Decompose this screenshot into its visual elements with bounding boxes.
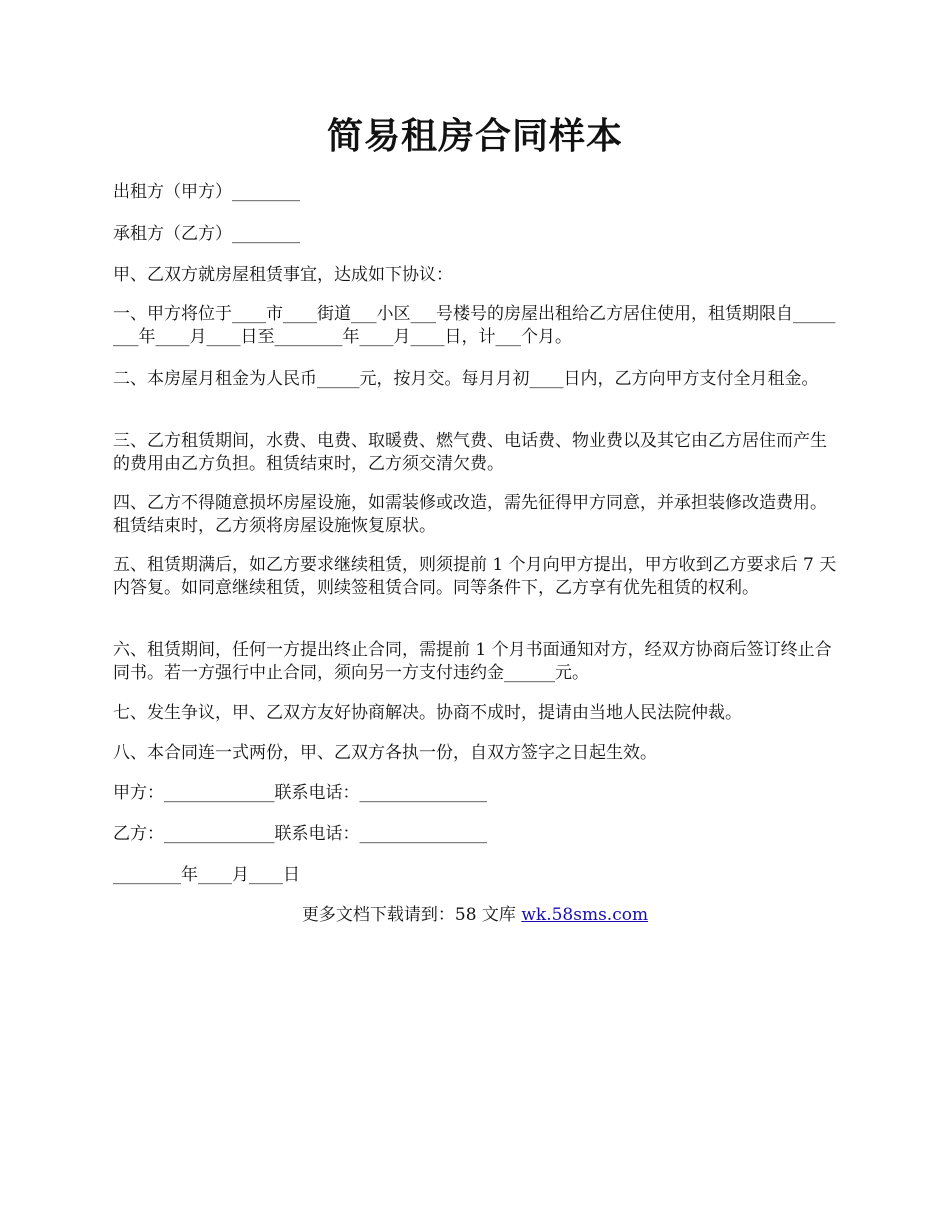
clause-4: 四、乙方不得随意损坏房屋设施，如需装修或改造，需先征得甲方同意，并承担装修改造费用。租赁结束时，乙方须将房屋设施恢复原状。 xyxy=(113,493,827,536)
footer xyxy=(0,904,950,927)
intro-line: 甲、乙双方就房屋租赁事宜，达成如下协议： xyxy=(113,265,453,285)
party-b-signature-line: 乙方：_____________联系电话：_______________ xyxy=(113,824,487,844)
footer-text: 更多文档下载请到：58 文库 xyxy=(301,905,522,925)
clause-7: 七、发生争议，甲、乙双方友好协商解决。协商不成时，提请由当地人民法院仲裁。 xyxy=(113,703,742,723)
clause-1: 一、甲方将位于____市____街道___小区___号楼号的房屋出租给乙方居住使用，租赁期限自________年____月____日至________年____月____日，计___个月。 xyxy=(113,304,836,347)
lessee-line: 承租方（乙方）________ xyxy=(113,224,300,244)
clause-6: 六、租赁期间，任何一方提出终止合同，需提前 1 个月书面通知对方，经双方协商后签订终止合同书。若一方强行中止合同，须向另一方支付违约金______元。 xyxy=(113,640,832,683)
document-title: 简易租房合同样本 xyxy=(326,115,623,157)
clause-8: 八、本合同连一式两份，甲、乙双方各执一份，自双方签字之日起生效。 xyxy=(113,743,657,763)
date-line: ________年____月____日 xyxy=(113,865,300,885)
party-a-signature-line: 甲方：_____________联系电话：_______________ xyxy=(113,783,487,803)
clause-2: 二、本房屋月租金为人民币_____元，按月交。每月月初____日内，乙方向甲方支付全月租金。 xyxy=(113,369,819,389)
clause-3: 三、乙方租赁期间，水费、电费、取暖费、燃气费、电话费、物业费以及其它由乙方居住而产生的费用由乙方负担。租赁结束时，乙方须交清欠费。 xyxy=(113,431,827,474)
clause-5: 五、租赁期满后，如乙方要求继续租赁，则须提前 1 个月向甲方提出，甲方收到乙方要求后 7 天内答复。如同意继续租赁，则续签租赁合同。同等条件下，乙方享有优先租赁的权利。 xyxy=(113,555,837,598)
lessor-line: 出租方（甲方）________ xyxy=(113,182,300,202)
footer-link[interactable]: wk.58sms.com xyxy=(521,905,649,925)
